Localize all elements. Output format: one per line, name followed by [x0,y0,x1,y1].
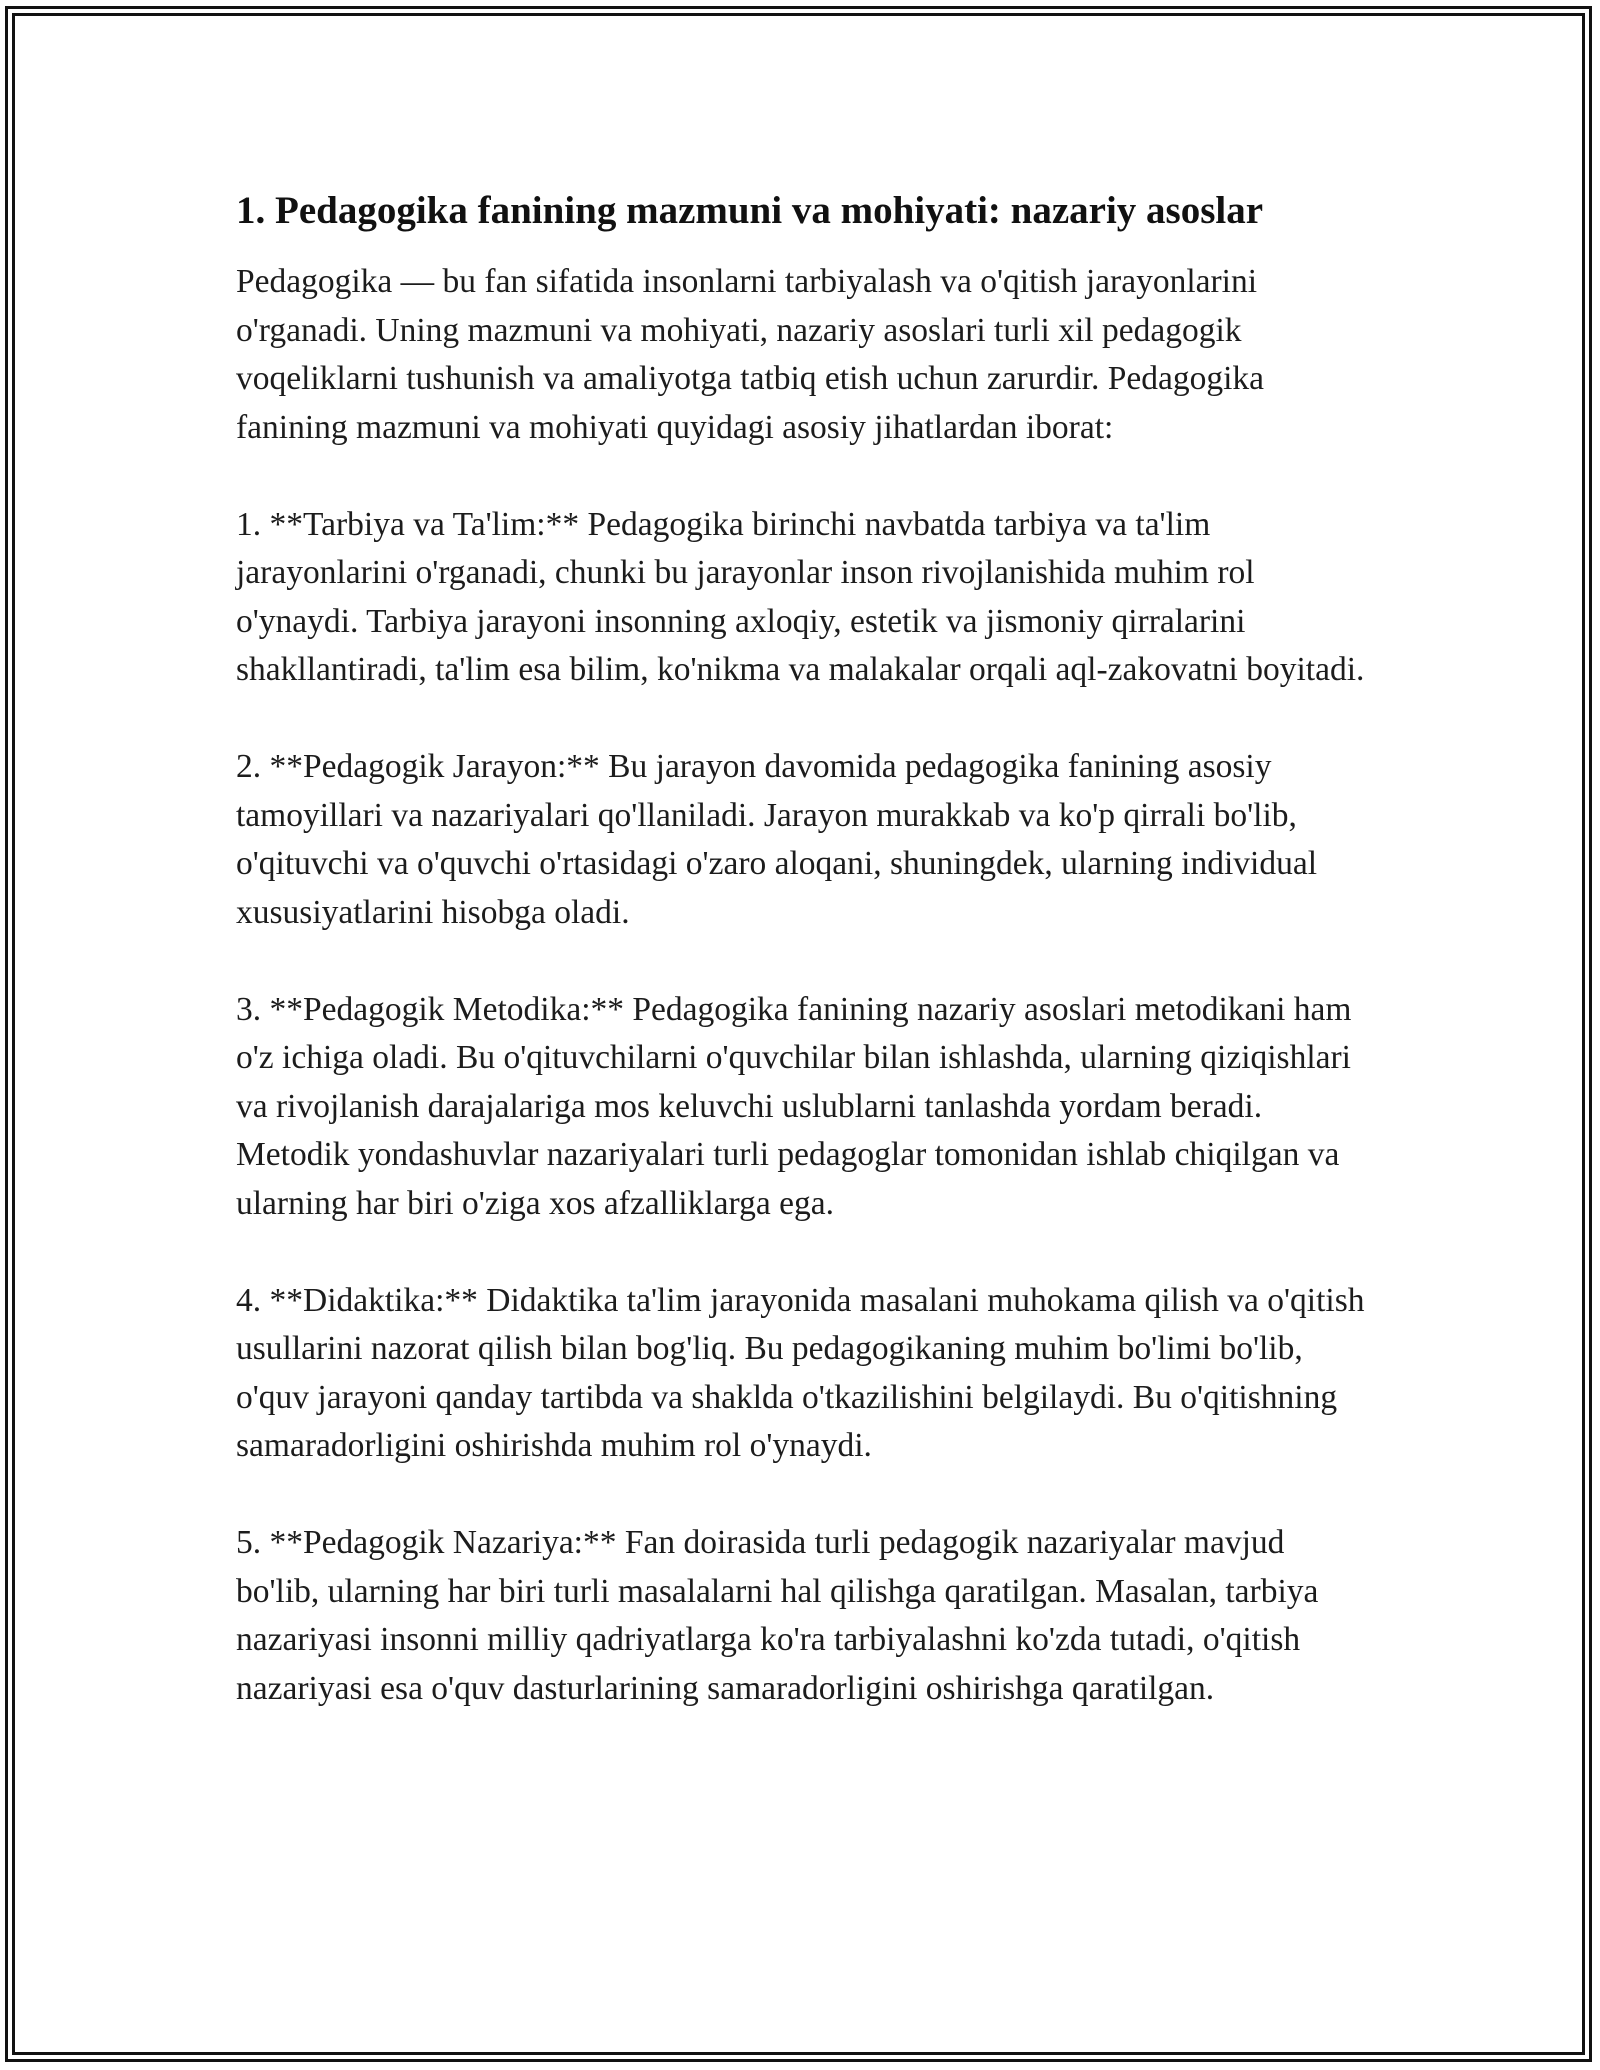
section-heading: 1. Pedagogika fanining mazmuni va mohiyati: nazariy asoslar [236,189,1264,232]
paragraph-tarbiya-talim: 1. **Tarbiya va Ta'lim:** Pedagogika birinchi navbatda tarbiya va ta'lim jarayonlarini o'rganadi, chunki bu jarayonlar inson rivojlanishida muhim rol o'ynaydi. Tarbiya jarayoni insonning axloqiy, estetik va jismoniy qirralarini shakllantiradi, ta'lim esa bilim, ko'nikma va malakalar orqali aql-zakovatni boyitadi. [236,505,1365,688]
intro-paragraph: Pedagogika — bu fan sifatida insonlarni tarbiyalash va o'qitish jarayonlarini o'rganadi. Uning mazmuni va mohiyati, nazariy asoslari turli xil pedagogik voqeliklarni tushunish va amaliyotga tatbiq etish uchun zarurdir. Pedagogika fanining mazmuni va mohiyati quyidagi asosiy jihatlardan iborat: [236,263,1265,446]
paragraph-pedagogik-nazariya: 5. **Pedagogik Nazariya:** Fan doirasida turli pedagogik nazariyalar mavjud bo'lib, ularning har biri turli masalalarni hal qilishga qaratilgan. Masalan, tarbiya nazariyasi insonni milliy qadriyatlarga ko'ra tarbiyalashni ko'zda tutadi, o'qitish nazariyasi esa o'quv dasturlarining samaradorligini oshirishga qaratilgan. [236,1524,1319,1707]
paragraph-pedagogik-jarayon: 2. **Pedagogik Jarayon:** Bu jarayon davomida pedagogika fanining asosiy tamoyillari va nazariyalari qo'llaniladi. Jarayon murakkab va ko'p qirrali bo'lib, o'qituvchi va o'quvchi o'rtasidagi o'zaro aloqani, shuningdek, ularning individual xususiyatlarini hisobga oladi. [236,748,1318,931]
document-body [236,186,1376,1762]
paragraph-didaktika: 4. **Didaktika:** Didaktika ta'lim jarayonida masalani muhokama qilish va o'qitish usullarini nazorat qilish bilan bog'liq. Bu pedagogikaning muhim bo'limi bo'lib, o'quv jarayoni qanday tartibda va shaklda o'tkazilishini belgilaydi. Bu o'qitishning samaradorligini oshirishda muhim rol o'ynaydi. [236,1281,1365,1464]
paragraph-pedagogik-metodika: 3. **Pedagogik Metodika:** Pedagogika fanining nazariy asoslari metodikani ham o'z ichiga oladi. Bu o'qituvchilarni o'quvchilar bilan ishlashda, ularning qiziqishlari va rivojlanish darajalariga mos keluvchi uslublarni tanlashda yordam beradi. Metodik yondashuvlar nazariyalari turli pedagoglar tomonidan ishlab chiqilgan va ularning har biri o'ziga xos afzalliklarga ega. [236,990,1352,1222]
